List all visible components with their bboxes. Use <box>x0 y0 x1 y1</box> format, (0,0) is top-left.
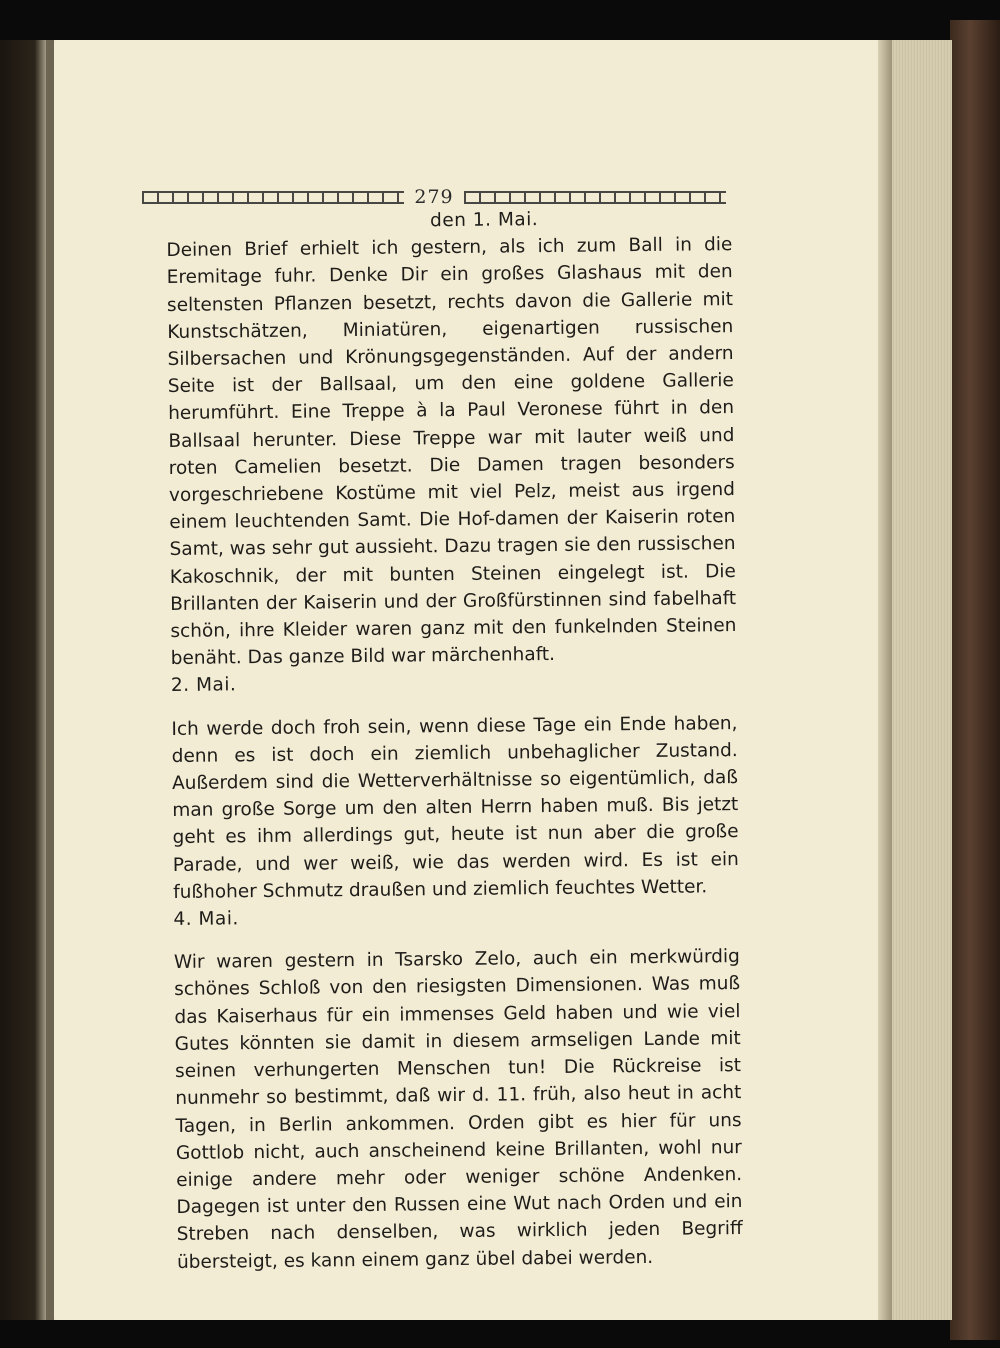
page-stack <box>892 40 952 1320</box>
entry-date: den 1. Mai. <box>430 209 539 232</box>
page-number: 279 <box>414 186 454 208</box>
header-ornament-right <box>464 191 726 204</box>
header-ornament-left <box>142 191 404 204</box>
entry-paragraph: Ich werde doch froh sein, wenn diese Tage ein Ende haben, denn es ist doch ein ziemlich unbehaglicher Zustand. Außerdem sind die Wetterverhältnisse so eigentümlich, daß man große Sorge um den alten Herrn haben muß. Bis jetzt geht es ihm allerdings gut, heute ist nun aber die große Parade, und wer weiß, wie das werden wird. Es ist ein fußhoher Schmutz draußen und ziemlich feuchtes Wetter. <box>171 712 739 903</box>
entry-paragraph: Wir waren gestern in Tsarsko Zelo, auch ein merkwürdig schönes Schloß von den riesigsten Dimensionen. Was muß das Kaiserhaus für ein immenses Geld haben und wie viel Gutes könnten sie damit in diesem armseligen Lande mit seinen verhungerten Menschen tun! Die Rückreise ist nunmehr so bestimmt, daß wir d. 11. früh, also heut in acht Tagen, in Berlin ankommen. Orden gibt es hier für uns Gottlob nicht, auch anscheinend keine Brillanten, wohl nur einige andere mehr oder weniger schöne Andenken. Dagegen ist unter den Russen eine Wut nach Orden und ein Streben nach denselben, was wirklich jeden Begriff übersteigt, es kann einem ganz übel dabei werden. <box>173 946 743 1273</box>
binding-shadow <box>46 40 54 1320</box>
entry-paragraph: Deinen Brief erhielt ich gestern, als ich zum Ball in die Eremitage fuhr. Denke Dir ein großes Glashaus mit den seltensten Pflanzen besetzt, rechts davon die Gallerie mit Kunstschätzen, Miniatüren, eigenartigen russischen Silbersachen und Krönungsgegenständen. Auf der andern Seite ist der Ballsaal, um den eine goldene Gallerie herumführt. Eine Treppe à la Paul Veronese führt in den Ballsaal herunter. Diese Treppe war mit lauter weiß und roten Camelien besetzt. Die Damen tragen besonders vorgeschriebene Kostüme mit viel Pelz, meist aus irgend einem leuchtenden Samt. Die Hof-damen der Kaiserin roten Samt, was sehr gut aussieht. Dazu tragen sie den russischen Kakoschnik, der mit bunten Steinen eingelegt ist. Die Brillanten der Kaiserin und der Großfürstinnen sind fabelhaft schön, ihre Kleider waren ganz mit den funkelnden Steinen benäht. Das ganze Bild war märchenhaft. <box>166 234 737 670</box>
book-cover <box>950 20 1000 1340</box>
page-gutter <box>878 40 892 1320</box>
entry-date: 2. Mai. <box>170 674 237 697</box>
page-body <box>166 204 743 1276</box>
entry-date: 4. Mai. <box>173 908 239 931</box>
